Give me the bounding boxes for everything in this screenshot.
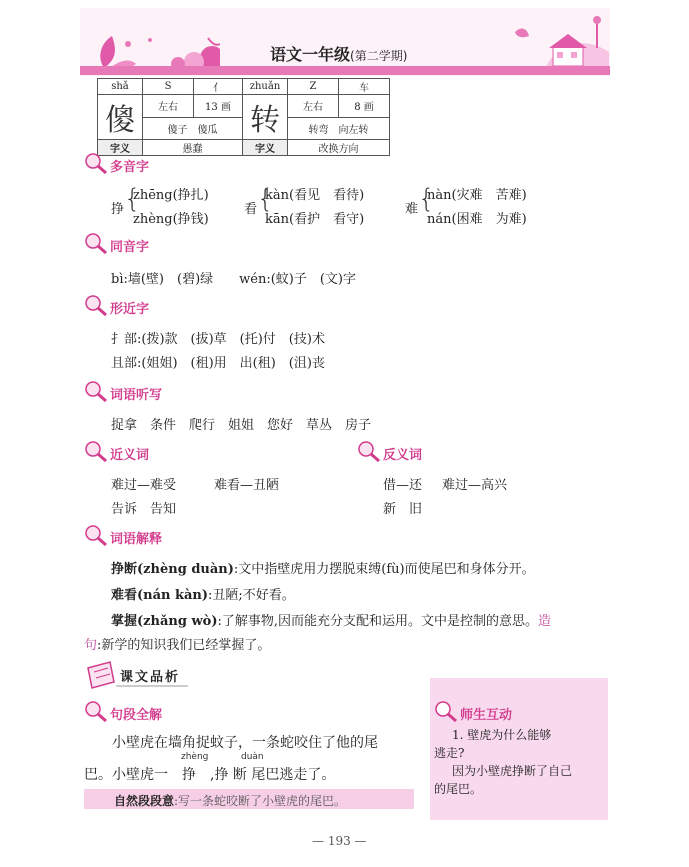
pinyin-cell: shǎ [98, 79, 143, 95]
brace-icon: { [257, 184, 274, 214]
magnifier-icon [84, 232, 108, 256]
polyphone-reading: zhēng(挣扎) [133, 188, 209, 203]
sentence-tag: 句 [84, 638, 98, 653]
words-cell: 转弯 向左转 [288, 117, 390, 140]
character-sha: 傻 [98, 95, 143, 140]
polyphones-heading: 多音字 [110, 160, 150, 175]
brace-icon: { [418, 184, 435, 214]
house-decoration-right [505, 12, 610, 72]
polyphone-char-2: 看 [244, 202, 258, 217]
ruby-pinyin: duàn [241, 752, 264, 762]
page-number: — 193 — [312, 834, 367, 848]
polyphone-char-3: 难 [405, 202, 419, 217]
homophones-line: bì:墙(壁) (碧)绿 wén:(蚊)子 (文)字 [111, 272, 357, 287]
explain-term: 难看(nán kàn) [111, 588, 209, 603]
synonyms-heading: 近义词 [110, 448, 150, 463]
explain-item-2 [111, 584, 295, 603]
similar-line-1: 扌部:(拨)款 (拔)草 (托)付 (技)术 [111, 332, 325, 347]
paragraph-summary [114, 792, 346, 809]
meaning-label: 字义 [243, 140, 288, 156]
meaning-cell: 愚蠢 [143, 140, 243, 156]
synonym-pair: 告诉 告知 [111, 502, 177, 517]
magnifier-icon [84, 440, 108, 464]
magnifier-icon [84, 152, 108, 176]
words-cell: 傻子 傻瓜 [143, 117, 243, 140]
magnifier-icon [84, 294, 108, 318]
structure-cell: 左右 [288, 95, 339, 118]
example-sentence: :新学的知识我们已经掌握了。 [97, 638, 271, 653]
analysis-heading: 句段全解 [110, 708, 163, 723]
sentence-tag: 造 [538, 614, 552, 629]
explain-sentence [84, 634, 270, 653]
antonym-pair: 借—还 [383, 478, 423, 493]
interaction-heading: 师生互动 [460, 708, 513, 723]
character-table [97, 78, 390, 156]
magnifier-icon [84, 700, 108, 724]
explain-text: :了解事物,因而能充分支配和运用。文中是控制的意思。 [217, 614, 539, 629]
magnifier-icon [84, 380, 108, 404]
analysis-label: 课文品析 [120, 670, 181, 685]
similar-heading: 形近字 [110, 302, 150, 317]
character-zhuan: 转 [243, 95, 288, 140]
interaction-answer: 因为小壁虎挣断了自己 [452, 764, 573, 778]
radical-cell: 车 [339, 79, 390, 95]
explain-item-1 [111, 558, 535, 577]
interaction-question: 逃走? [434, 746, 465, 760]
interaction-question: 1. 壁虎为什么能够 [452, 728, 552, 742]
polyphone-reading: kān(看护 看守) [265, 212, 365, 227]
synonym-pair: 难看—丑陋 [214, 478, 280, 493]
polyphone-reading: zhèng(挣钱) [133, 212, 209, 227]
homophones-heading: 同音字 [110, 240, 150, 255]
similar-line-2: 且部:(姐姐) (租)用 出(租) (沮)丧 [111, 356, 325, 371]
strokes-cell: 13 画 [194, 95, 243, 118]
polyphone-reading: nàn(灾难 苦难) [427, 188, 527, 203]
explain-term: 挣断(zhèng duàn) [111, 562, 234, 577]
letter-cell: Z [288, 79, 339, 95]
interaction-answer: 的尾巴。 [434, 782, 483, 796]
brace-icon: { [124, 184, 141, 214]
meaning-cell: 改换方向 [288, 140, 390, 156]
summary-label: 自然段段意 [114, 794, 175, 808]
polyphone-char-1: 挣 [111, 202, 125, 217]
magnifier-icon [84, 524, 108, 548]
dictation-line: 捉拿 条件 爬行 姐姐 您好 草丛 房子 [111, 418, 372, 433]
antonyms-heading: 反义词 [383, 448, 423, 463]
pinyin-cell: zhuǎn [243, 79, 288, 95]
explain-text: :丑陋;不好看。 [208, 588, 295, 603]
explain-term: 掌握(zhǎng wò) [111, 614, 218, 629]
explain-heading: 词语解释 [110, 532, 163, 547]
meaning-label: 字义 [98, 140, 143, 156]
antonym-pair: 新 旧 [383, 502, 423, 517]
structure-cell: 左右 [143, 95, 194, 118]
header-bar [80, 66, 610, 75]
letter-cell: S [143, 79, 194, 95]
synonym-pair: 难过—难受 [111, 478, 177, 493]
polyphone-reading: kàn(看见 看待) [265, 188, 365, 203]
ruby-pinyin: zhèng [181, 752, 209, 762]
radical-cell: 亻 [194, 79, 243, 95]
strokes-cell: 8 画 [339, 95, 390, 118]
explain-item-3 [111, 610, 551, 629]
analysis-line-1: 小壁虎在墙角捉蚊子，一条蛇咬住了他的尾 [112, 735, 378, 751]
polyphone-reading: nán(困难 为难) [427, 212, 527, 227]
summary-text: :写一条蛇咬断了小壁虎的尾巴。 [174, 794, 347, 808]
magnifier-icon [434, 700, 458, 724]
header-title: 语文一年级(第二学期) [270, 45, 408, 64]
dictation-heading: 词语听写 [110, 388, 163, 403]
magnifier-icon [357, 440, 381, 464]
explain-text: :文中指壁虎用力摆脱束缚(fù)而使尾巴和身体分开。 [233, 562, 535, 577]
antonym-pair: 难过—高兴 [442, 478, 508, 493]
analysis-line-2: 巴。小壁虎一 挣 ,挣 断 尾巴逃走了。 [84, 767, 336, 783]
